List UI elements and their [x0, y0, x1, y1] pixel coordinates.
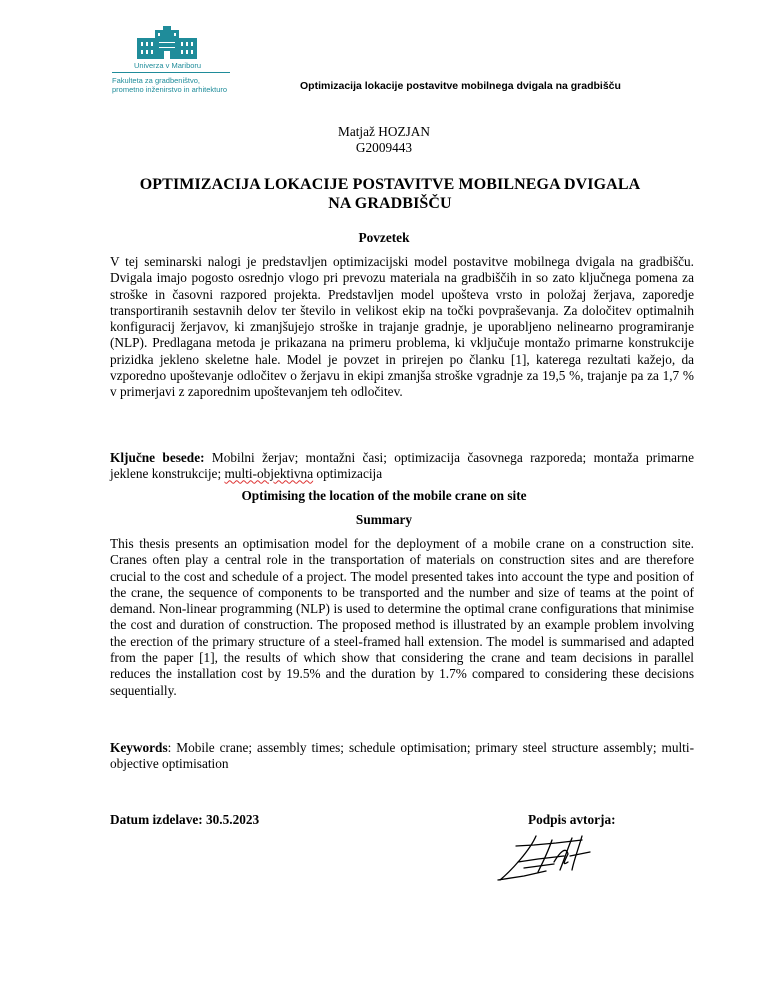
date-label: Datum izdelave: 30.5.2023: [110, 812, 260, 827]
signature-label: Podpis avtorja:: [528, 812, 616, 827]
document-title: [110, 176, 670, 213]
keywords-text: : Mobile crane; assembly times; schedule optimisation; primary steel structure assembly; multi-objective optimisation: [110, 740, 694, 772]
title-line-2: NA GRADBIŠČU: [328, 194, 452, 212]
student-id: G2009443: [355, 139, 413, 155]
keywords-paragraph: [110, 740, 694, 773]
faculty-line-2: prometno inženirstvo in arhitekturo: [112, 85, 228, 94]
english-title: Optimising the location of the mobile crane on site: [241, 488, 527, 503]
summary-heading: Summary: [355, 512, 413, 527]
author-name: Matjaž HOZJAN: [338, 124, 430, 139]
spellcheck-flagged-word: multi-objektivna: [224, 466, 314, 482]
povzetek-paragraph: V tej seminarski nalogi je predstavljen optimizacijski model postavitve mobilnega dvigala na gradbišču. Dvigala imajo pogosto osrednjo vlogo pri prevozu materiala na gradbiščih in so zato ključnega pomena za stroške in časovni razpored projekta. Predstavljen model upošteva vrsto in položaj žerjava, zaporedje transportiranih sestavnih delov ter število in velikost ekip na točki povpraševanja. Za določitev optimalnih konfiguracij žerjavov, ki zmanjšujejo stroške in trajanje gradnje, je uporabljeno nelinearno programiranje (NLP). Predlagana metoda je prikazana na primeru problema, ki vključuje montažo primarne konstrukcije prizidka jekleno skeletne hale. Model je povzet in prirejen po članku [1], katerega rezultati kažejo, da vzporedno upoštevanje odločitev o žerjavu in ekipi zmanjša stroške vgradnje za 19,5 %, trajanje pa za 1,7 % v primerjavi z zaporednim upoštevanjem teh odločitev.: [110, 254, 694, 400]
university-building-icon: [135, 26, 199, 60]
university-name: Univerza v Mariboru: [134, 61, 202, 70]
author-signature: [494, 832, 624, 884]
faculty-name: [112, 76, 227, 94]
kljucne-besede-end: optimizacija: [313, 466, 383, 482]
kljucne-besede-text: Mobilni žerjav; montažni časi; optimizacija časovnega razporeda; montaža primarne jeklene konstrukcije;: [110, 450, 694, 482]
summary-paragraph: This thesis presents an optimisation model for the deployment of a mobile crane on a construction site. Cranes often play a central role in the transportation of materials on construction sites and are therefore crucial to the cost and schedule of a project. The model presented takes into account the type and position of the crane, the sequence of components to be transported and the number and size of teams at the point of demand. Non-linear programming (NLP) is used to determine the optimal crane configurations that minimise the cost and duration of construction. The proposed method is illustrated by an example problem involving the erection of the primary structure of a steel-framed hall extension. The model is summarised and adapted from the paper [1], the results of which show that considering the crane and team decisions in parallel reduces the installation cost by 19.5% and the duration by 1.7% compared to considering these decisions sequentially.: [110, 536, 694, 698]
keywords-label: Keywords: [110, 740, 168, 755]
title-line-1: OPTIMIZACIJA LOKACIJE POSTAVITVE MOBILNEGA DVIGALA: [139, 176, 641, 193]
kljucne-besede-paragraph: [110, 450, 694, 483]
author-block: [0, 124, 768, 155]
logo-divider: [112, 72, 230, 73]
running-header: Optimizacija lokacije postavitve mobilnega dvigala na gradbišču: [300, 80, 621, 92]
kljucne-besede-label: Ključne besede:: [110, 450, 205, 465]
povzetek-heading: Povzetek: [358, 230, 410, 245]
faculty-line-1: Fakulteta za gradbeništvo,: [112, 76, 200, 85]
